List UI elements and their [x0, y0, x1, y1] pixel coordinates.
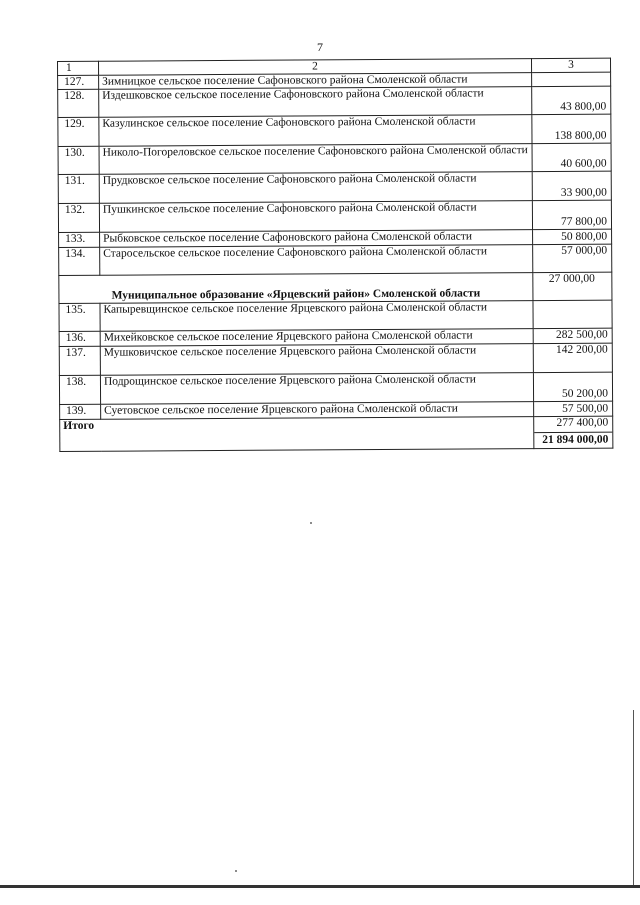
amount-cell: 282 500,00 — [533, 328, 612, 343]
table-row — [59, 244, 612, 275]
amount-cell: 57 000,00 — [533, 244, 612, 272]
section-title: Муниципальное образование «Ярцевский район» Смоленской области — [59, 273, 533, 304]
header-col-3: 3 — [531, 58, 610, 72]
table-row — [58, 143, 611, 174]
row-number: 129. — [58, 117, 99, 146]
amount-cell: 50 800,00 — [533, 229, 612, 244]
settlement-name: Старосельское сельское поселение Сафоновского района Смоленской области — [100, 245, 533, 276]
settlement-name: Издешковское сельское поселение Сафоновского района Смоленской области — [99, 87, 532, 118]
scan-speck — [310, 522, 312, 524]
row-number: 137. — [59, 346, 100, 375]
allocation-table — [57, 58, 613, 452]
row-number: 130. — [58, 146, 99, 174]
row-number: 128. — [58, 89, 99, 117]
settlement-name: Подрощинское сельское поселение Ярцевского района Смоленской области — [100, 373, 533, 405]
settlement-name: Пушкинское сельское поселение Сафоновского района Смоленской области — [99, 201, 532, 233]
settlement-name: Казулинское сельское поселение Сафоновского района Смоленской области — [99, 115, 532, 147]
row-number: 132. — [58, 203, 99, 232]
row-number: 136. — [59, 331, 100, 346]
settlement-name: Рыбковское сельское поселение Сафоновского района Смоленской области — [100, 230, 533, 248]
settlement-name: Суетовское сельское поселение Ярцевского района Смоленской области — [101, 402, 534, 420]
total-amount-subtotal: 277 400,00 — [556, 416, 609, 429]
total-label: Итого — [60, 417, 534, 452]
amount-cell: 43 800,00 — [532, 86, 611, 114]
allocation-table-container — [57, 58, 612, 452]
table-row — [59, 372, 612, 404]
amount-cell: 77 800,00 — [532, 200, 611, 229]
amount-cell: 138 800,00 — [532, 114, 611, 143]
table-row — [58, 86, 611, 117]
page-number: 7 — [317, 40, 323, 54]
scan-edge-bottom — [0, 885, 640, 888]
table-row — [59, 343, 612, 375]
amount-cell: 27 000,00 — [533, 272, 612, 300]
scan-speck — [235, 870, 237, 872]
settlement-name: Прудковское сельское поселение Сафоновского района Смоленской области — [99, 172, 532, 204]
amount-cell: 57 500,00 — [534, 401, 613, 416]
header-col-1: 1 — [58, 61, 99, 75]
row-number: 133. — [59, 232, 100, 247]
amount-cell — [532, 72, 611, 86]
header-col-2: 2 — [99, 59, 532, 76]
settlement-name: Мушковичское сельское поселение Ярцевского района Смоленской области — [100, 344, 533, 376]
row-number: 139. — [60, 404, 101, 419]
amount-cell — [533, 300, 612, 328]
settlement-name: Михейковское сельское поселение Ярцевского района Смоленской области — [100, 329, 533, 347]
row-number: 135. — [59, 303, 100, 331]
table-row — [58, 200, 611, 232]
settlement-name: Капыревщинское сельское поселение Ярцевского района Смоленской области — [100, 301, 533, 332]
scan-edge-right — [633, 710, 634, 885]
total-row — [60, 416, 613, 451]
table-row — [58, 114, 611, 146]
row-number: 138. — [59, 375, 100, 404]
table-row — [59, 300, 612, 331]
total-amounts — [534, 416, 613, 448]
amount-cell: 50 200,00 — [533, 372, 612, 401]
row-number: 134. — [59, 247, 100, 275]
amount-cell: 33 900,00 — [532, 171, 611, 200]
settlement-name: Николо-Погореловское сельское поселение Сафоновского района Смоленской области — [99, 144, 532, 175]
section-header-row — [59, 272, 612, 303]
total-amount-grand: 21 894 000,00 — [534, 432, 612, 448]
settlement-name: Зимницкое сельское поселение Сафоновского района Смоленской области — [99, 73, 532, 90]
table-row — [58, 171, 611, 203]
amount-cell: 40 600,00 — [532, 143, 611, 171]
row-number: 127. — [58, 75, 99, 89]
amount-cell: 142 200,00 — [533, 343, 612, 372]
row-number: 131. — [58, 174, 99, 203]
